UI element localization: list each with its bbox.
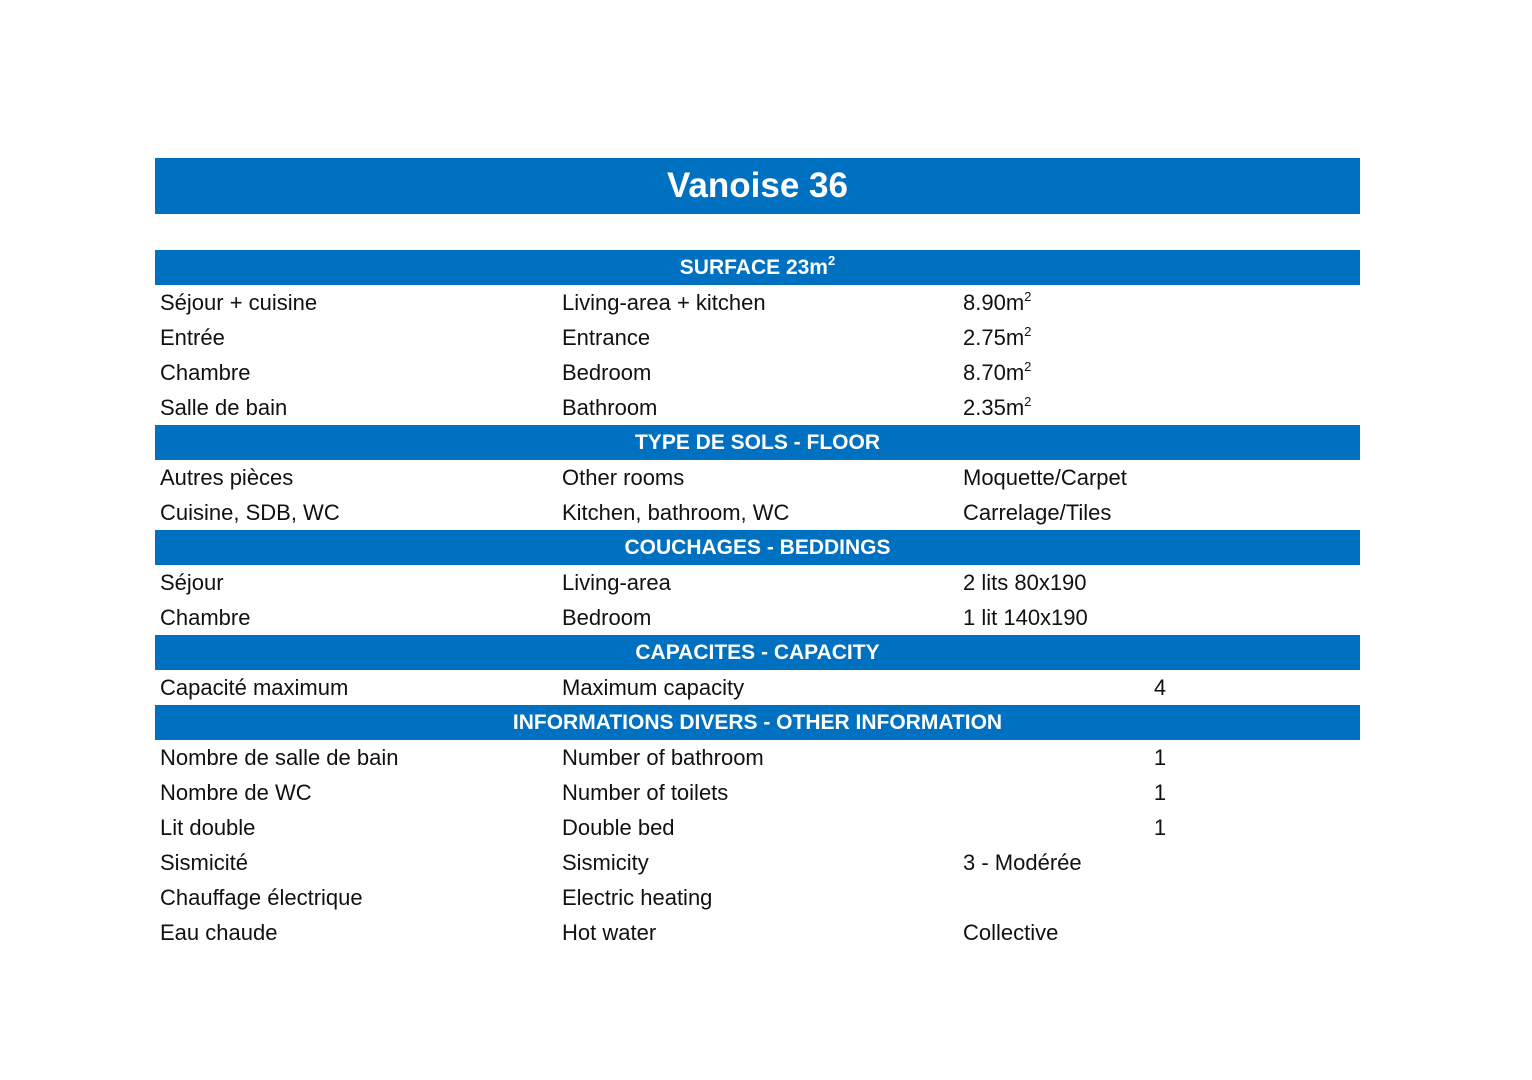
value-cell: $2.35m^2$	[963, 394, 1032, 420]
table-row	[155, 460, 1360, 495]
value-cell: Carrelage/Tiles	[963, 500, 1112, 525]
english-label: Bedroom	[562, 360, 652, 385]
table-row	[155, 320, 1360, 355]
french-label: Entrée	[160, 325, 225, 350]
table-row	[155, 810, 1360, 845]
page-title	[155, 158, 1360, 214]
french-label: Chauffage électrique	[160, 885, 363, 910]
french-label: Eau chaude	[160, 920, 278, 945]
value-cell: $8.90m^2$	[963, 289, 1032, 315]
value-cell: 2 lits 80x190	[963, 570, 1087, 595]
french-label: Séjour + cuisine	[160, 290, 318, 315]
french-label: Nombre de salle de bain	[160, 745, 399, 770]
english-label: Entrance	[562, 325, 651, 350]
table-row	[155, 565, 1360, 600]
french-label: Séjour	[160, 570, 224, 595]
count-cell: 1	[1153, 745, 1167, 770]
value-cell: $8.70m^2$	[963, 359, 1032, 385]
sections-container	[155, 250, 1360, 950]
table-row	[155, 355, 1360, 390]
section-header-text: COUCHAGES - BEDDINGS	[624, 535, 891, 559]
table-row	[155, 495, 1360, 530]
english-label: Other rooms	[562, 465, 685, 490]
value-cell: 3 - Modérée	[963, 850, 1082, 875]
value-cell: 1 lit 140x190	[963, 605, 1088, 630]
french-label: Nombre de WC	[160, 780, 312, 805]
french-label: Cuisine, SDB, WC	[160, 500, 340, 525]
english-label: Living-area	[562, 570, 671, 595]
english-label: Number of bathroom	[562, 745, 764, 770]
english-label: Double bed	[562, 815, 675, 840]
english-label: Bedroom	[562, 605, 652, 630]
count-cell: 1	[1153, 780, 1167, 805]
french-label: Autres pièces	[160, 465, 294, 490]
french-label: Lit double	[160, 815, 256, 840]
section-header-text: INFORMATIONS DIVERS - OTHER INFORMATION	[512, 710, 1003, 734]
property-sheet	[155, 158, 1360, 950]
table-row	[155, 600, 1360, 635]
table-row	[155, 740, 1360, 775]
count-cell: 4	[1153, 675, 1167, 700]
french-label: Salle de bain	[160, 395, 288, 420]
section-header	[155, 705, 1360, 740]
value-cell: Moquette/Carpet	[963, 465, 1127, 490]
table-row	[155, 285, 1360, 320]
table-row	[155, 670, 1360, 705]
french-label: Chambre	[160, 360, 251, 385]
section-header	[155, 635, 1360, 670]
table-row	[155, 880, 1360, 915]
english-label: Living-area + kitchen	[562, 290, 766, 315]
section-header-text: CAPACITES - CAPACITY	[635, 640, 880, 664]
french-label: Chambre	[160, 605, 251, 630]
section-header	[155, 530, 1360, 565]
value-cell: $2.75m^2$	[963, 324, 1032, 350]
title-spacer	[155, 214, 1360, 250]
count-cell: 1	[1153, 815, 1167, 840]
english-label: Electric heating	[562, 885, 713, 910]
english-label: Bathroom	[562, 395, 658, 420]
section-header	[155, 250, 1360, 285]
french-label: Sismicité	[160, 850, 249, 875]
table-row	[155, 915, 1360, 950]
table-row	[155, 390, 1360, 425]
table-row	[155, 775, 1360, 810]
english-label: Sismicity	[562, 850, 649, 875]
section-header	[155, 425, 1360, 460]
english-label: Maximum capacity	[562, 675, 745, 700]
english-label: Kitchen, bathroom, WC	[562, 500, 790, 525]
english-label: Hot water	[562, 920, 657, 945]
english-label: Number of toilets	[562, 780, 729, 805]
section-header-text: SURFACE $23m^2$	[679, 252, 836, 279]
table-row	[155, 845, 1360, 880]
title-text: Vanoise 36	[667, 166, 848, 205]
french-label: Capacité maximum	[160, 675, 349, 700]
value-cell: Collective	[963, 920, 1059, 945]
section-header-text: TYPE DE SOLS - FLOOR	[634, 430, 881, 454]
